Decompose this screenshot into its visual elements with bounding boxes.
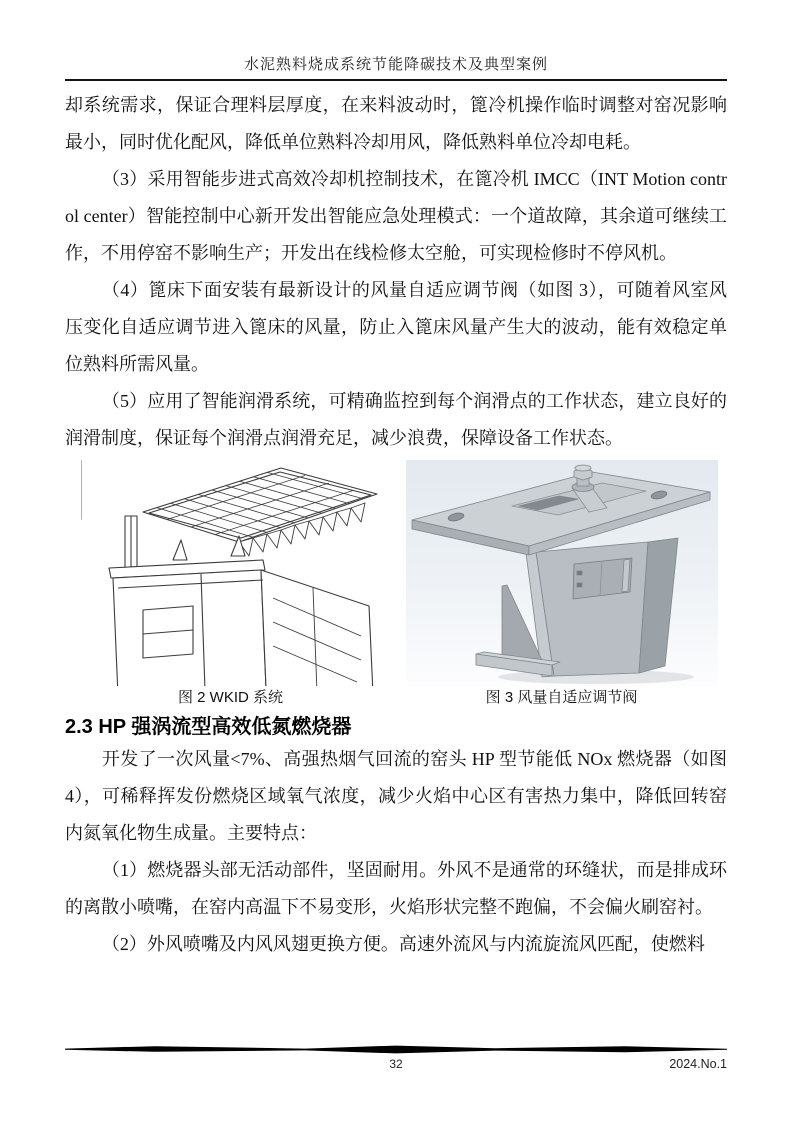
figure3-caption: 图 3 风量自适应调节阀: [485, 689, 638, 706]
figure-adaptive-valve: [396, 460, 727, 686]
paragraph: （3）采用智能步进式高效冷却机控制技术，在篦冷机 IMCC（INT Motion control center）智能控制中心新开发出智能应急处理模式：一个道故障，其余道可继续工作，不用停窑不影响生产；开发出在线检修太空舱，可实现检修时不停风机。: [65, 169, 727, 263]
paragraph: 开发了一次风量<7%、高强热烟气回流的窑头 HP 型节能低 NOx 燃烧器（如图 4），可稀释挥发份燃烧区域氧气浓度，减少火焰中心区有害热力集中，降低回转窑内氮氧化物生成量。主要特点：: [65, 749, 727, 843]
footer-rule-bar: [65, 1045, 727, 1054]
issue-number: 2024.No.1: [669, 1057, 727, 1071]
figure2-caption: 图 2 WKID 系统: [177, 689, 283, 706]
paragraph: （1）燃烧器头部无活动部件，坚固耐用。外风不是通常的环缝状，而是排成环的离散小喷嘴，在窑内高温下不易变形，火焰形状完整不跑偏，不会偏火刷窑衬。: [65, 860, 727, 917]
paragraph: （2）外风喷嘴及内风风翅更换方便。高速外流风与内流旋流风匹配，使燃料: [101, 934, 705, 954]
page-number: 32: [389, 1057, 403, 1071]
paragraph: 却系统需求，保证合理料层厚度，在来料波动时，篦冷机操作临时调整对窑况影响最小，同时优化配风，降低单位熟料冷却用风，降低熟料单位冷却电耗。: [65, 95, 727, 152]
figure-wkid-system: [65, 460, 396, 686]
figure-wkid-image: [81, 460, 381, 686]
running-title: 水泥熟料烧成系统节能降碳技术及典型案例: [243, 57, 548, 73]
paragraph: （4）篦床下面安装有最新设计的风量自适应调节阀（如图 3），可随着风室风压变化自适应调节进入篦床的风量，防止入篦床风量产生大的波动，能有效稳定单位熟料所需风量。: [65, 280, 727, 374]
page-footer: [65, 1045, 727, 1072]
section-heading: 2.3 HP 强涡流型高效低氮燃烧器: [65, 716, 352, 738]
figure-row: [65, 460, 727, 687]
paragraph: （5）应用了智能润滑系统，可精确监控到每个润滑点的工作状态，建立良好的润滑制度，保证每个润滑点润滑充足，减少浪费，保障设备工作状态。: [65, 391, 727, 448]
page-header: [65, 0, 727, 81]
footer-text-row: [65, 1056, 727, 1072]
page-body: [65, 81, 727, 963]
figure-valve-image: [406, 460, 718, 686]
figure-captions: [65, 687, 727, 710]
